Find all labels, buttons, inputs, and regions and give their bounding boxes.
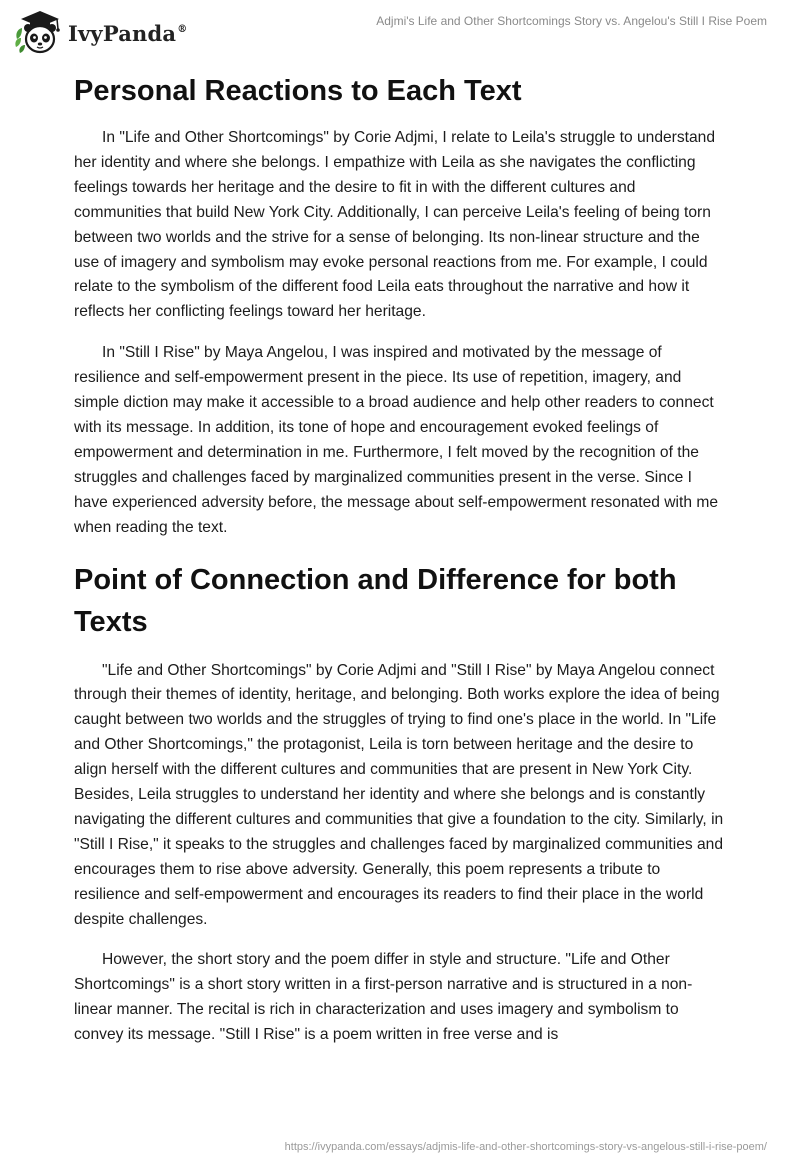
paragraph: In "Life and Other Shortcomings" by Corie Adjmi, I relate to Leila's struggle to understand her identity and where she belongs. I empathize with Leila as she navigates the conflicting feelings towards her heritage and the desire to fit in with the different cultures and communities that build New York City. Additionally, I can perceive Leila's feeling of being torn between two worlds and the strive for a sense of belonging. Its non-linear structure and the use of imagery and symbolism may evoke personal reactions from me. For example, I could relate to the symbolism of the different food Leila eats throughout the narrative and how it reflects her conflicting feelings toward her heritage. — [74, 129, 715, 321]
panda-graduate-icon — [14, 9, 64, 55]
section-heading: Point of Connection and Difference for both Texts — [74, 563, 677, 638]
paragraph: In "Still I Rise" by Maya Angelou, I was inspired and motivated by the message of resilience and self-empowerment present in the piece. Its use of repetition, imagery, and simple diction may make it accessible to a broad audience and help other readers to connect with its message. In addition, its tone of hope and encouragement evoked feelings of empowerment and determination in me. Furthermore, I felt moved by the recognition of the struggles and challenges faced by marginalized communities present in the verse. Since I have experienced adversity before, the message about self-empowerment resonated with me when reading the text. — [74, 344, 719, 536]
section-heading: Personal Reactions to Each Text — [74, 75, 522, 107]
source-url[interactable]: https://ivypanda.com/essays/adjmis-life-and-other-shortcomings-story-vs-angelous-still-i-rise-poem/ — [284, 1141, 767, 1153]
essay-content — [74, 70, 724, 1064]
paragraph: "Life and Other Shortcomings" by Corie Adjmi and "Still I Rise" by Maya Angelou connect through their themes of identity, heritage, and belonging. Both works explore the idea of being caught between two worlds and the struggles of trying to find one's place in the world. In "Life and Other Shortcomings," the protagonist, Leila is torn between heritage and the desire to align herself with the different cultures and communities that are present in New York City. Besides, Leila struggles to understand her identity and where she belongs and is constantly navigating the different cultures and communities that give a foundation to the city. Similarly, in "Still I Rise," it speaks to the struggles and challenges faced by marginalized communities and encourages them to rise above adversity. Generally, this poem represents a tribute to resilience and self-empowerment and encourages its readers to find their place in the world despite challenges. — [74, 661, 724, 928]
logo-wordmark: IvyPanda® — [68, 21, 188, 46]
page-header — [0, 0, 800, 60]
paragraph: However, the short story and the poem differ in style and structure. "Life and Other Shortcomings" is a short story written in a first-person narrative and is structured in a non-linear manner. The recital is rich in characterization and uses imagery and symbolism to convey its message. "Still I Rise" is a poem written in free verse and is — [74, 951, 693, 1044]
ivypanda-logo[interactable] — [14, 9, 187, 55]
document-title: Adjmi's Life and Other Shortcomings Story vs. Angelou's Still I Rise Poem — [376, 14, 767, 28]
